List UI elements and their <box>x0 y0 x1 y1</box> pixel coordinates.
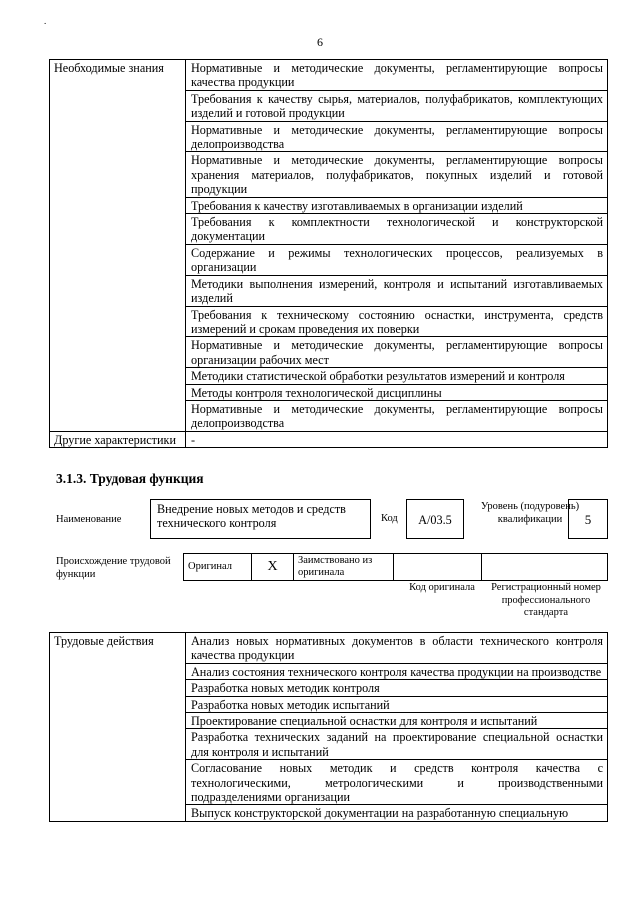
other-characteristics-value: - <box>186 431 608 447</box>
item-text: Анализ состояния технического контроля качества продукции на производстве <box>186 663 608 679</box>
row-label: Необходимые знания <box>50 60 186 432</box>
item-text: Требования к техническому состоянию оснастки, инструмента, средств измерений и срокам проведения их поверки <box>186 306 608 337</box>
borrowed-label: Заимствовано из оригинала <box>294 554 394 581</box>
item-text: Выпуск конструкторской документации на разработанную специальную <box>186 805 608 821</box>
other-characteristics-label: Другие характеристики <box>50 431 186 447</box>
section-title: 3.1.3. Трудовая функция <box>56 471 204 486</box>
name-label: Наименование <box>56 514 122 525</box>
item-text: Нормативные и методические документы, регламентирующие вопросы хранения материалов, полуфабрикатов, покупных изделий и готовой продукции <box>186 152 608 197</box>
item-text: Методики статистической обработки результатов измерений и контроля <box>186 368 608 384</box>
item-text: Анализ новых нормативных документов в области технического контроля качества продукции <box>186 633 608 664</box>
code-original-cell <box>394 554 482 581</box>
level-box: 5 <box>568 499 608 539</box>
item-text: Нормативные и методические документы, регламентирующие вопросы организации рабочих мест <box>186 337 608 368</box>
reg-number-caption: Регистрационный номер профессионального стандарта <box>491 582 601 618</box>
code-box: A/03.5 <box>406 499 464 539</box>
code-original-caption: Код оригинала <box>409 582 475 593</box>
item-text: Методики выполнения измерений, контроля и испытаний изготавливаемых изделий <box>186 275 608 306</box>
item-text: Методы контроля технологической дисциплины <box>186 384 608 400</box>
level-label: Уровень (подуровень) квалификации <box>480 501 580 525</box>
item-text: Нормативные и методические документы, регламентирующие вопросы делопроизводства <box>186 400 608 431</box>
row-label: Трудовые действия <box>50 633 186 822</box>
page-mark: . <box>44 16 47 26</box>
item-text: Нормативные и методические документы, регламентирующие вопросы качества продукции <box>186 60 608 91</box>
item-text: Проектирование специальной оснастки для контроля и испытаний <box>186 713 608 729</box>
knowledge-row <box>50 60 608 91</box>
reg-number-cell <box>482 554 608 581</box>
item-text: Разработка новых методик испытаний <box>186 696 608 712</box>
action-row <box>50 633 608 664</box>
knowledge-table <box>49 59 608 448</box>
origin-label: Происхождение трудовой функции <box>56 556 171 580</box>
original-mark: X <box>252 554 294 581</box>
original-label: Оригинал <box>184 554 252 581</box>
item-text: Разработка новых методик контроля <box>186 680 608 696</box>
item-text: Содержание и режимы технологических процессов, реализуемых в организации <box>186 244 608 275</box>
item-text: Требования к качеству изготавливаемых в организации изделий <box>186 197 608 213</box>
item-text: Разработка технических заданий на проектирование специальной оснастки для контроля и испытаний <box>186 729 608 760</box>
item-text: Требования к качеству сырья, материалов, полуфабрикатов, комплектующих изделий и готовой продукции <box>186 90 608 121</box>
item-text: Требования к комплектности технологической и конструкторской документации <box>186 214 608 245</box>
item-text: Согласование новых методик и средств контроля качества с технологическими, метрологическими и производственными подразделениями организации <box>186 760 608 805</box>
code-label: Код <box>381 513 398 524</box>
origin-row <box>183 553 608 581</box>
other-characteristics-row <box>50 431 608 447</box>
item-text: Нормативные и методические документы, регламентирующие вопросы делопроизводства <box>186 121 608 152</box>
page-number: 6 <box>317 35 323 49</box>
function-name-box: Внедрение новых методов и средств технического контроля <box>150 499 371 539</box>
actions-table <box>49 632 608 822</box>
